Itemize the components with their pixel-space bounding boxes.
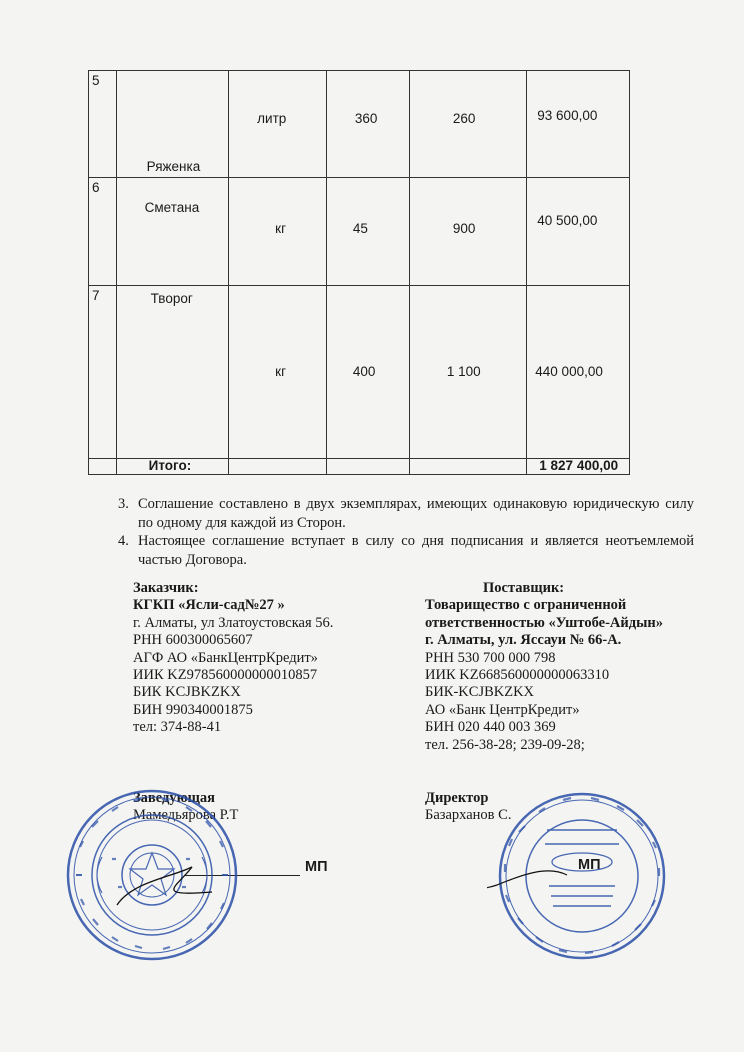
customer-line: г. Алматы, ул Златоустовская 56. <box>133 614 334 631</box>
supplier-name-line: Товарищество с ограниченной <box>425 597 627 614</box>
supplier-line: тел. 256-38-28; 239-09-28; <box>425 736 585 753</box>
price: 260 <box>452 111 476 126</box>
product-name: Сметана <box>144 200 200 215</box>
supplier-stamp-seal <box>487 790 677 962</box>
sum: 440 000,00 <box>535 364 603 379</box>
note-text: Настоящее соглашение вступает в силу со дня подписания и является неотъемлемой частью Договора. <box>138 533 694 568</box>
supplier-line: АО «Банк ЦентрКредит» <box>425 701 580 718</box>
price: 900 <box>452 221 476 236</box>
customer-line: БИН 990340001875 <box>133 701 253 718</box>
product-name: Ряженка <box>146 159 201 174</box>
table-row <box>89 71 630 178</box>
table-row <box>89 286 630 459</box>
row-number: 7 <box>92 288 100 303</box>
note-text: Соглашение составлено в двух экземплярах, имеющих одинаковую юридическую силу по одному для каждой из Сторон. <box>138 496 694 531</box>
table-row <box>89 178 630 286</box>
supplier-details <box>425 580 663 754</box>
note-number: 4. <box>118 533 129 549</box>
customer-heading: Заказчик: <box>133 580 199 596</box>
supplier-name-line: ответственностью «Уштобе-Айдын» <box>425 614 663 631</box>
sum: 93 600,00 <box>537 108 598 123</box>
supplier-heading: Поставщик: <box>483 580 565 596</box>
unit: литр <box>257 111 287 126</box>
supplier-line: БИН 020 440 003 369 <box>425 719 556 736</box>
note-number: 3. <box>118 496 129 512</box>
quantity: 400 <box>352 364 376 379</box>
unit: кг <box>275 221 287 236</box>
supplier-line: БИК-KCJBKZKX <box>425 684 535 701</box>
total-sum: 1 827 400,00 <box>539 458 619 473</box>
price: 1 100 <box>446 364 481 379</box>
customer-signer: Мамедьярова Р.Т <box>133 807 239 824</box>
customer-mp: МП <box>305 859 328 875</box>
supplier-position: Директор <box>425 790 489 806</box>
unit: кг <box>275 364 287 379</box>
row-number: 6 <box>92 180 100 195</box>
customer-line: тел: 374-88-41 <box>133 719 222 736</box>
customer-line: АГФ АО «БанкЦентрКредит» <box>133 649 318 666</box>
supplier-mp: МП <box>578 857 601 873</box>
customer-stamp-seal <box>62 787 242 963</box>
customer-line: ИИК KZ978560000000010857 <box>133 667 318 684</box>
note-item <box>118 532 694 569</box>
goods-table <box>88 70 630 475</box>
customer-name: КГКП «Ясли-сад№27 » <box>133 597 285 614</box>
supplier-line: ИИК KZ668560000000063310 <box>425 667 610 684</box>
supplier-line: РНН 530 700 000 798 <box>425 649 556 666</box>
agreement-notes <box>118 495 694 569</box>
total-row <box>89 459 630 475</box>
customer-line: БИК KCJBKZKX <box>133 684 241 701</box>
customer-position: Заведующая <box>133 790 215 806</box>
total-label: Итого: <box>148 458 192 473</box>
supplier-signer: Базарханов С. <box>425 807 512 824</box>
row-number: 5 <box>92 73 100 88</box>
quantity: 45 <box>352 221 368 236</box>
sum: 40 500,00 <box>537 213 598 228</box>
customer-line: РНН 600300065607 <box>133 632 253 649</box>
product-name: Творог <box>150 291 193 306</box>
supplier-name-line: г. Алматы, ул. Яссауи № 66-А. <box>425 632 622 649</box>
quantity: 360 <box>354 111 378 126</box>
customer-details <box>133 580 333 737</box>
note-item <box>118 495 694 532</box>
